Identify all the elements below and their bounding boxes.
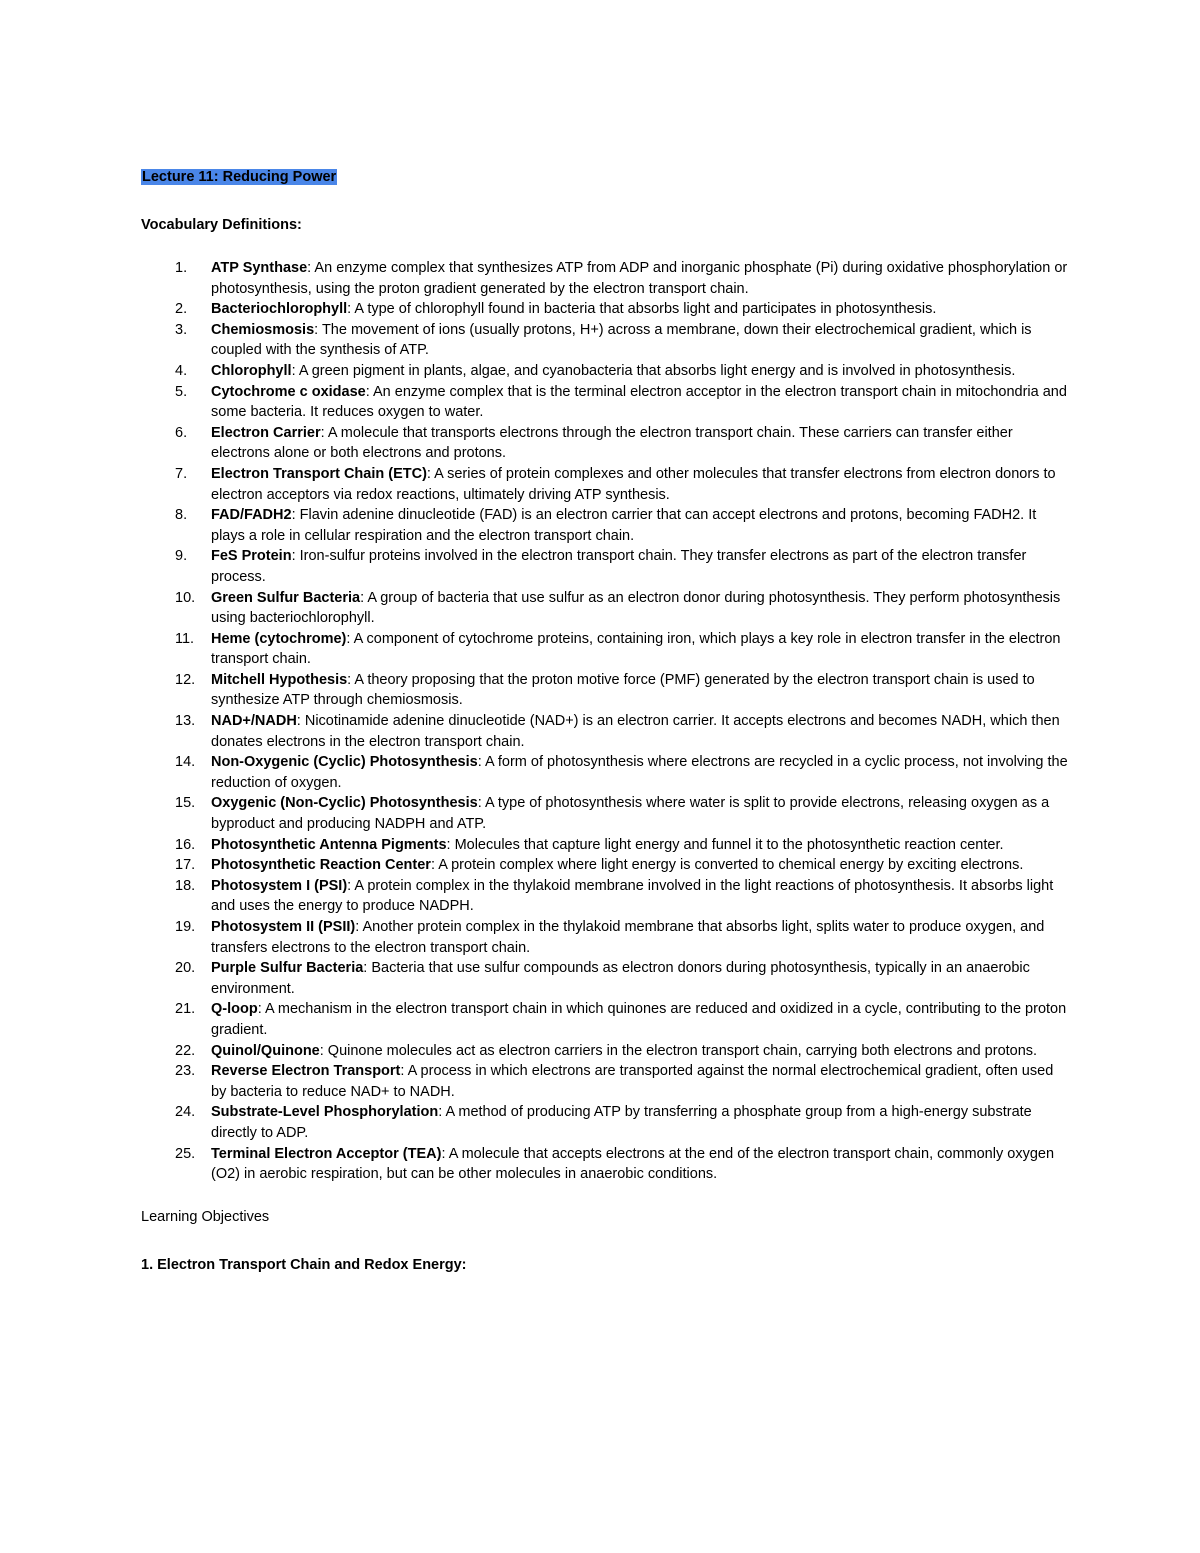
list-item [141, 711, 1071, 752]
list-item-number: 10. [175, 589, 196, 606]
list-item [141, 793, 1071, 834]
list-item-number: 5. [175, 383, 188, 400]
title-highlight: Lecture 11: Reducing Power [142, 169, 337, 185]
list-item [141, 999, 1071, 1040]
list-item-number: 1. [175, 260, 188, 276]
list-item-number: 20. [175, 960, 196, 977]
vocab-definition: : Molecules that capture light energy and funnel it to the photosynthetic reaction center. [446, 836, 1004, 853]
list-item [141, 917, 1071, 958]
learning-objectives-label: Learning Objectives [141, 1208, 270, 1225]
list-item [141, 1041, 1071, 1062]
document-page [141, 167, 1071, 1275]
vocab-term: Chemiosmosis [211, 321, 315, 338]
list-item [141, 423, 1071, 464]
list-item-number: 24. [175, 1104, 196, 1121]
vocab-term: ATP Synthase [211, 260, 308, 276]
vocab-definition: : A molecule that accepts electrons at the end of the electron transport chain, commonly oxygen (O2) in aerobic respiration, but can be other molecules in anaerobic conditions. [211, 1145, 1055, 1183]
list-item [141, 299, 1071, 320]
list-item [141, 382, 1071, 423]
vocab-definition: : A protein complex where light energy is converted to chemical energy by exciting electrons. [430, 857, 1024, 874]
list-item-number: 7. [175, 465, 188, 482]
vocab-term: Electron Transport Chain (ETC) [211, 465, 427, 482]
vocab-definition: : A molecule that transports electrons through the electron transport chain. These carriers can transfer either electrons alone or both electrons and protons. [211, 424, 1013, 462]
list-item [141, 546, 1071, 587]
vocab-term: Green Sulfur Bacteria [211, 589, 361, 606]
list-item [141, 876, 1071, 917]
list-item [141, 835, 1071, 856]
list-item-number: 13. [175, 713, 196, 730]
list-item [141, 629, 1071, 670]
vocab-definition: : A form of photosynthesis where electrons are recycled in a cyclic process, not involving the reduction of oxygen. [211, 754, 1068, 791]
vocab-definition: : A method of producing ATP by transferring a phosphate group from a high-energy substrate directly to ADP. [211, 1104, 1032, 1141]
vocab-definition: : A mechanism in the electron transport chain in which quinones are reduced and oxidized in a cycle, contributing to the proton gradient. [211, 1001, 1067, 1038]
list-item-number: 23. [175, 1063, 196, 1080]
vocab-term: Quinol/Quinone [211, 1042, 320, 1059]
vocab-definition: : A theory proposing that the proton motive force (PMF) generated by the electron transport chain is used to synthesize ATP through chemiosmosis. [211, 671, 1035, 709]
vocab-definition: : A protein complex in the thylakoid membrane involved in the light reactions of photosynthesis. It absorbs light and uses the energy to produce NADPH. [211, 877, 1054, 915]
vocab-term: Mitchell Hypothesis [211, 671, 348, 688]
vocab-term: FAD/FADH2 [211, 507, 292, 524]
list-item [141, 1102, 1071, 1143]
vocab-definition: : Nicotinamide adenine dinucleotide (NAD+) is an electron carrier. It accepts electrons and becomes NADH, which then donates electrons in the electron transport chain. [211, 713, 1060, 750]
vocab-term: Heme (cytochrome) [211, 630, 347, 647]
vocab-definition: : A component of cytochrome proteins, containing iron, which plays a key role in electron transfer in the electron transport chain. [211, 630, 1061, 668]
vocab-heading: Vocabulary Definitions: [141, 217, 302, 233]
vocab-term: Photosynthetic Antenna Pigments [211, 836, 447, 853]
list-item [141, 258, 1071, 299]
list-item-number: 12. [175, 671, 196, 688]
list-item-number: 18. [175, 877, 196, 894]
list-item-number: 14. [175, 754, 196, 771]
vocab-term: NAD+/NADH [211, 713, 297, 730]
list-item [141, 958, 1071, 999]
vocab-term: Cytochrome c oxidase [211, 383, 366, 400]
vocab-definition: : Another protein complex in the thylakoid membrane that absorbs light, splits water to produce oxygen, and transfers electrons to the electron transport chain. [211, 919, 1045, 956]
list-item [141, 464, 1071, 505]
list-item-number: 2. [175, 301, 188, 318]
list-item-number: 25. [175, 1145, 196, 1162]
vocab-definition: : A group of bacteria that use sulfur as an electron donor during photosynthesis. They perform photosynthesis using bacteriochlorophyll. [211, 589, 1061, 627]
vocab-definition: : Bacteria that use sulfur compounds as electron donors during photosynthesis, typically in an anaerobic environment. [211, 960, 1030, 997]
vocab-definition: : A type of photosynthesis where water is split to provide electrons, releasing oxygen as a byproduct and producing NADPH and ATP. [211, 795, 1050, 833]
vocab-term: Chlorophyll [211, 362, 292, 379]
vocab-term: Photosystem I (PSI) [211, 877, 348, 894]
list-item [141, 505, 1071, 546]
vocab-term: FeS Protein [211, 548, 292, 565]
list-item [141, 588, 1071, 629]
vocab-list [141, 258, 1071, 1185]
list-item-number: 15. [175, 795, 196, 812]
list-item [141, 320, 1071, 361]
list-item-number: 4. [175, 362, 188, 379]
vocab-term: Substrate-Level Phosphorylation [211, 1104, 439, 1121]
vocab-term: Bacteriochlorophyll [211, 301, 348, 318]
section-heading: 1. Electron Transport Chain and Redox Energy: [141, 1256, 467, 1273]
vocab-definition: : An enzyme complex that is the terminal electron acceptor in the electron transport chain in mitochondria and some bacteria. It reduces oxygen to water. [211, 383, 1067, 421]
list-item [141, 670, 1071, 711]
vocab-definition: : The movement of ions (usually protons, H+) across a membrane, down their electrochemical gradient, which is coupled with the synthesis of ATP. [211, 321, 1032, 359]
vocab-term: Electron Carrier [211, 424, 321, 441]
list-item [141, 1061, 1071, 1102]
vocab-term: Q-loop [211, 1001, 258, 1018]
vocab-term: Non-Oxygenic (Cyclic) Photosynthesis [211, 754, 478, 771]
vocab-definition: : A green pigment in plants, algae, and cyanobacteria that absorbs light energy and is involved in photosynthesis. [291, 362, 1016, 379]
vocab-definition: : Quinone molecules act as electron carriers in the electron transport chain, carrying both electrons and protons. [319, 1042, 1038, 1059]
list-item [141, 855, 1071, 876]
list-item-number: 8. [175, 507, 188, 524]
vocab-term: Terminal Electron Acceptor (TEA) [211, 1145, 442, 1162]
vocab-term: Purple Sulfur Bacteria [211, 960, 364, 977]
list-item [141, 752, 1071, 793]
vocab-definition: : A series of protein complexes and other molecules that transfer electrons from electron donors to electron acceptors via redox reactions, ultimately driving ATP synthesis. [211, 465, 1056, 503]
list-item-number: 11. [175, 630, 195, 647]
list-item [141, 361, 1071, 382]
vocab-definition: : An enzyme complex that synthesizes ATP from ADP and inorganic phosphate (Pi) during oxidative phosphorylation or photosynthesis, using the proton gradient generated by the electron transport chain. [211, 260, 1068, 297]
list-item-number: 17. [175, 857, 196, 874]
vocab-term: Oxygenic (Non-Cyclic) Photosynthesis [211, 795, 478, 812]
vocab-definition: : A process in which electrons are transported against the normal electrochemical gradient, often used by bacteria to reduce NAD+ to NADH. [211, 1063, 1054, 1100]
list-item-number: 9. [175, 548, 188, 565]
list-item-number: 16. [175, 836, 196, 853]
list-item-number: 21. [175, 1001, 196, 1018]
list-item-number: 19. [175, 919, 196, 935]
list-item-number: 6. [175, 424, 188, 441]
vocab-definition: : Iron-sulfur proteins involved in the electron transport chain. They transfer electrons as part of the electron transfer process. [211, 548, 1027, 585]
vocab-definition: : A type of chlorophyll found in bacteria that absorbs light and participates in photosynthesis. [347, 301, 937, 318]
page-title [141, 167, 1071, 187]
vocab-term: Reverse Electron Transport [211, 1063, 401, 1080]
vocab-definition: : Flavin adenine dinucleotide (FAD) is an electron carrier that can accept electrons and protons, becoming FADH2. It plays a role in cellular respiration and the electron transport chain. [211, 507, 1037, 544]
vocab-term: Photosystem II (PSII) [211, 919, 356, 935]
list-item-number: 22. [175, 1042, 196, 1059]
list-item [141, 1144, 1071, 1185]
list-item-number: 3. [175, 321, 188, 338]
vocab-term: Photosynthetic Reaction Center [211, 857, 431, 874]
